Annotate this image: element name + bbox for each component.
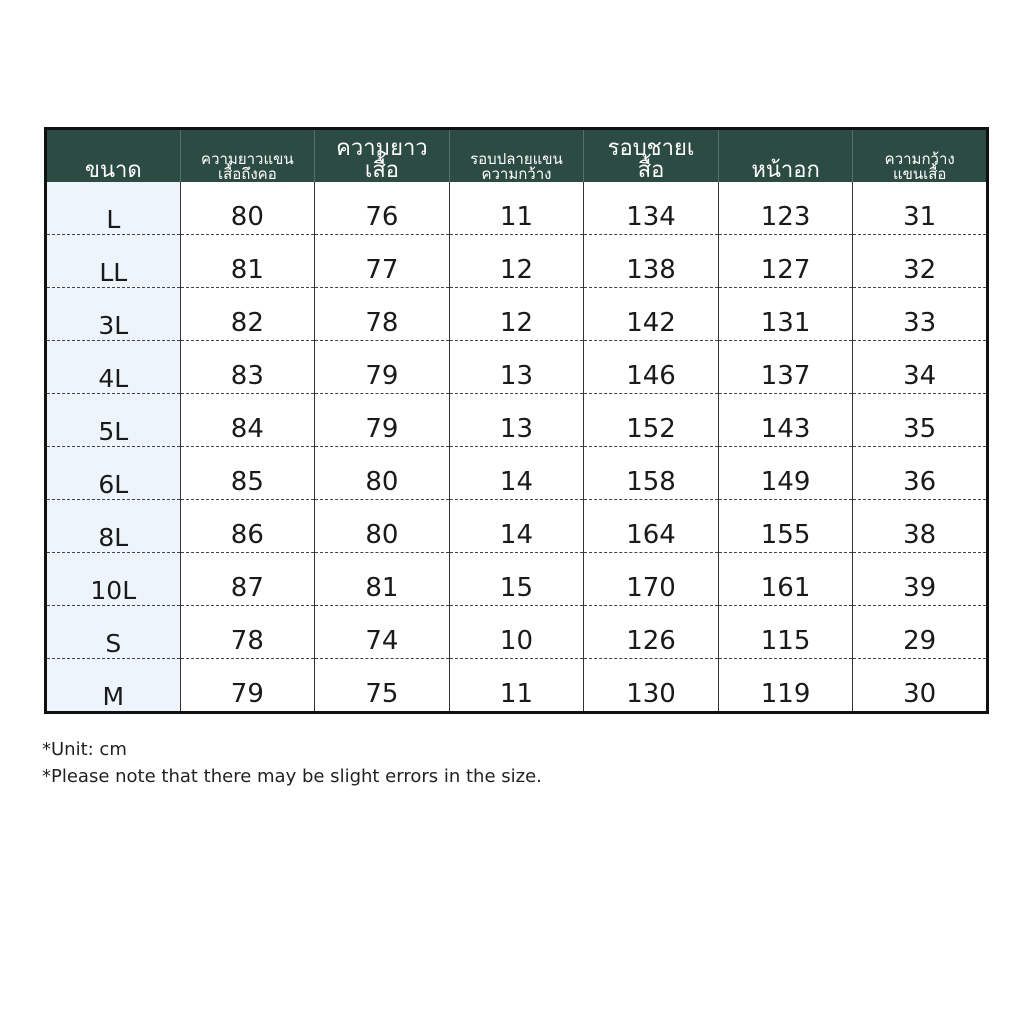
table-header-row [46,129,988,183]
measurement-cell: 11 [449,659,584,713]
measurement-cell: 164 [584,500,719,553]
measurement-cell: 158 [584,447,719,500]
measurement-cell: 87 [180,553,315,606]
measurement-cell: 34 [853,341,988,394]
size-label-cell: 6L [46,447,181,500]
measurement-cell: 14 [449,500,584,553]
measurement-cell: 38 [853,500,988,553]
measurement-cell: 11 [449,182,584,235]
unit-note: *Unit: cm [42,739,127,760]
measurement-cell: 152 [584,394,719,447]
measurement-cell: 143 [718,394,853,447]
table-row [46,553,988,606]
size-label-cell: LL [46,235,181,288]
measurement-cell: 149 [718,447,853,500]
disclaimer-note: *Please note that there may be slight errors in the size. [42,766,542,787]
measurement-cell: 142 [584,288,719,341]
header-sleeve-to-neck-length: ความยาวแขน เสื้อถึงคอ [180,129,315,183]
header-cuff-width: รอบปลายแขน ความกว้าง [449,129,584,183]
table-row [46,606,988,659]
size-label-cell: S [46,606,181,659]
measurement-cell: 13 [449,394,584,447]
size-label-cell: 8L [46,500,181,553]
table-row [46,182,988,235]
measurement-cell: 74 [315,606,450,659]
measurement-cell: 146 [584,341,719,394]
size-label-cell: 10L [46,553,181,606]
measurement-cell: 75 [315,659,450,713]
measurement-cell: 127 [718,235,853,288]
notes [42,736,542,790]
measurement-cell: 134 [584,182,719,235]
measurement-cell: 123 [718,182,853,235]
header-hem-circumference: รอบชายเ สื้อ [584,129,719,183]
measurement-cell: 84 [180,394,315,447]
measurement-cell: 31 [853,182,988,235]
table-body [46,182,988,713]
size-label-cell: M [46,659,181,713]
measurement-cell: 33 [853,288,988,341]
measurement-cell: 85 [180,447,315,500]
measurement-cell: 14 [449,447,584,500]
measurement-cell: 131 [718,288,853,341]
header-sleeve-width: ความกว้าง แขนเสื้อ [853,129,988,183]
measurement-cell: 79 [315,394,450,447]
measurement-cell: 79 [315,341,450,394]
measurement-cell: 86 [180,500,315,553]
measurement-cell: 115 [718,606,853,659]
measurement-cell: 155 [718,500,853,553]
size-chart-table [44,127,989,714]
measurement-cell: 35 [853,394,988,447]
measurement-cell: 82 [180,288,315,341]
size-label-cell: 4L [46,341,181,394]
measurement-cell: 10 [449,606,584,659]
header-size: ขนาด [46,129,181,183]
measurement-cell: 130 [584,659,719,713]
measurement-cell: 80 [315,447,450,500]
measurement-cell: 78 [315,288,450,341]
measurement-cell: 80 [180,182,315,235]
size-label-cell: 3L [46,288,181,341]
measurement-cell: 81 [315,553,450,606]
measurement-cell: 126 [584,606,719,659]
measurement-cell: 119 [718,659,853,713]
table-row [46,235,988,288]
table-row [46,500,988,553]
measurement-cell: 36 [853,447,988,500]
measurement-cell: 13 [449,341,584,394]
measurement-cell: 12 [449,288,584,341]
measurement-cell: 29 [853,606,988,659]
measurement-cell: 30 [903,679,937,709]
table-row [46,394,988,447]
measurement-cell: 138 [584,235,719,288]
measurement-cell: 81 [180,235,315,288]
measurement-cell: 78 [180,606,315,659]
measurement-cell: 161 [718,553,853,606]
measurement-cell: 32 [853,235,988,288]
measurement-cell: 79 [180,659,315,713]
measurement-cell: 39 [853,553,988,606]
measurement-cell: 77 [315,235,450,288]
header-chest: หน้าอก [718,129,853,183]
measurement-cell: 137 [718,341,853,394]
table-row [46,288,988,341]
measurement-cell: 80 [315,500,450,553]
measurement-cell: 12 [449,235,584,288]
measurement-cell: 15 [449,553,584,606]
size-label-cell: 5L [46,394,181,447]
measurement-cell: 83 [180,341,315,394]
table-row [46,447,988,500]
size-label-cell: L [46,182,181,235]
measurement-cell: 76 [315,182,450,235]
table-row [46,659,988,713]
table-row [46,341,988,394]
measurement-cell: 170 [584,553,719,606]
header-shirt-length: ความยาว เสื้อ [315,129,450,183]
